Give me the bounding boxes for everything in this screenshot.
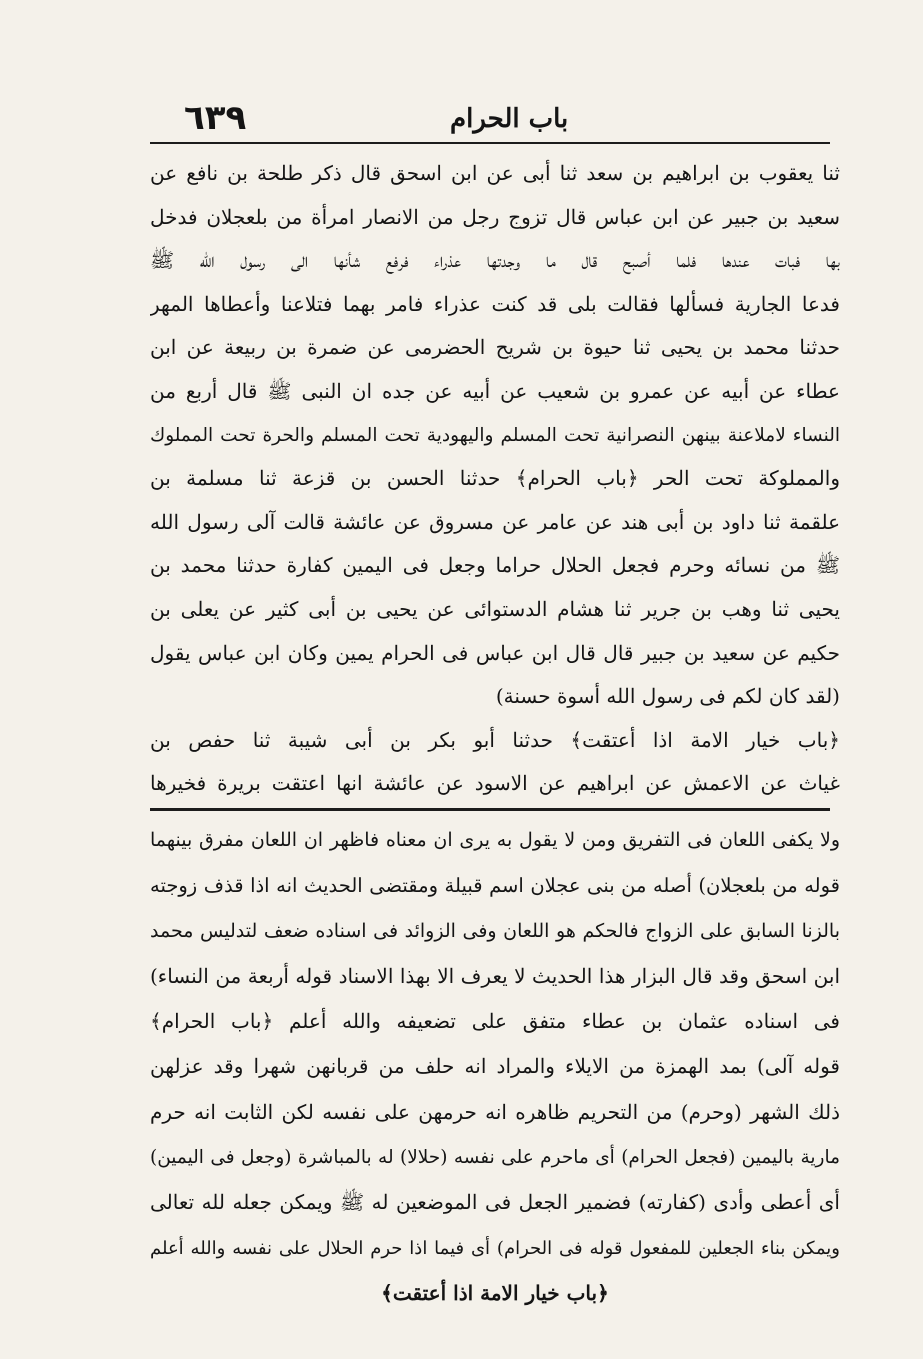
commentary-line: ابن اسحق وقد قال البزار هذا الحديث لا يعرف الا بهذا الاسناد قوله أربعة من النساء) (150, 963, 840, 988)
main-line: فدعا الجارية فسألها فقالت بلى قد كنت عذراء فامر بهما فتلاعنا وأعطاها المهر (150, 291, 840, 316)
main-line: ثنا يعقوب بن ابراهيم بن سعد ثنا أبى عن ابن اسحق قال ذكر طلحة بن نافع عن (150, 161, 840, 185)
commentary-line: بالزنا السابق على الزواج فالحكم هو اللعان وفى الزوائد فى اسناده ضعف لتدليس محمد (150, 919, 840, 942)
commentary-line: ويمكن بناء الجعلين للمفعول قوله فى الحرام) أى فيما اذا حرم الحلال على نفسه والله أعلم (150, 1237, 840, 1259)
main-line: سعيد بن جبير عن ابن عباس قال تزوج رجل من الانصار امرأة من بلعجلان فدخل (150, 204, 840, 229)
main-line: عطاء عن أبيه عن عمرو بن شعيب عن أبيه عن جده ان النبى ﷺ قال أربع من (150, 378, 840, 403)
main-line: يحيى ثنا وهب بن جرير ثنا هشام الدستوائى عن يحيى بن أبى كثير عن يعلى بن (150, 596, 840, 621)
text-separator-rule (150, 808, 830, 811)
commentary-line: مارية باليمين (فجعل الحرام) أى ماحرم على نفسه (حلالا) له بالمباشرة (وجعل فى اليمين) (150, 1147, 840, 1169)
commentary-text (150, 818, 840, 1316)
main-line: حدثنا محمد بن يحيى ثنا حيوة بن شريح الحضرمى عن ضمرة بن ربيعة عن ابن (150, 335, 840, 360)
main-line: (لقد كان لكم فى رسول الله أسوة حسنة) (495, 684, 840, 709)
main-line: علقمة ثنا داود بن أبى هند عن عامر عن مسروق عن عائشة قالت آلى رسول الله (150, 509, 840, 534)
running-title: باب الحرام (450, 104, 569, 134)
commentary-section-heading: ﴿باب خيار الامة اذا أعتقت﴾ (381, 1280, 609, 1305)
main-line: بها فبات عندها فلما أصبح قال ما وجدتها عذراء فرفع شأنها الى رسول الله ﷺ (150, 248, 840, 273)
commentary-line: ذلك الشهر (وحرم) من التحريم ظاهره انه حرمهن على نفسه لكن الثابت انه حرم (150, 1099, 840, 1124)
main-text (150, 152, 840, 806)
main-line: النساء لاملاعنة بينهن النصرانية تحت المسلم واليهودية تحت المسلم والحرة تحت المملوك (150, 424, 840, 446)
commentary-line: ولا يكفى اللعان فى التفريق ومن لا يقول به يرى ان معناه فاظهر ان اللعان مفرق بينهما (150, 829, 840, 851)
commentary-line: فى اسناده عثمان بن عطاء متفق على تضعيفه والله أعلم ﴿باب الحرام﴾ (150, 1009, 840, 1034)
main-line: غياث عن الاعمش عن ابراهيم عن الاسود عن عائشة انها اعتقت بريرة فخيرها (150, 771, 840, 796)
commentary-line: أى أعطى وأدى (كفارته) فضمير الجعل فى الموضعين له ﷺ ويمكن جعله لله تعالى (150, 1190, 840, 1215)
main-line: ﷺ من نسائه وحرم فجعل الحلال حراما وجعل فى اليمين كفارة حدثنا محمد بن (150, 553, 840, 578)
main-line: والمملوكة تحت الحر ﴿باب الحرام﴾ حدثنا الحسن بن قزعة ثنا مسلمة بن (150, 466, 840, 491)
header-rule (150, 142, 830, 144)
commentary-line: قوله آلى) بمد الهمزة من الايلاء والمراد انه حلف من قربانهن شهرا وقد عزلهن (150, 1054, 840, 1079)
page-number: ٦٣٩ (184, 98, 247, 138)
page-header (150, 98, 830, 138)
main-line: حكيم عن سعيد بن جبير قال قال ابن عباس فى الحرام يمين وكان ابن عباس يقول (150, 640, 840, 665)
main-line: ﴿باب خيار الامة اذا أعتقت﴾ حدثنا أبو بكر بن أبى شيبة ثنا حفص بن (150, 727, 840, 752)
commentary-line: قوله من بلعجلان) أصله من بنى عجلان اسم قبيلة ومقتضى الحديث انه اذا قذف زوجته (150, 874, 840, 898)
